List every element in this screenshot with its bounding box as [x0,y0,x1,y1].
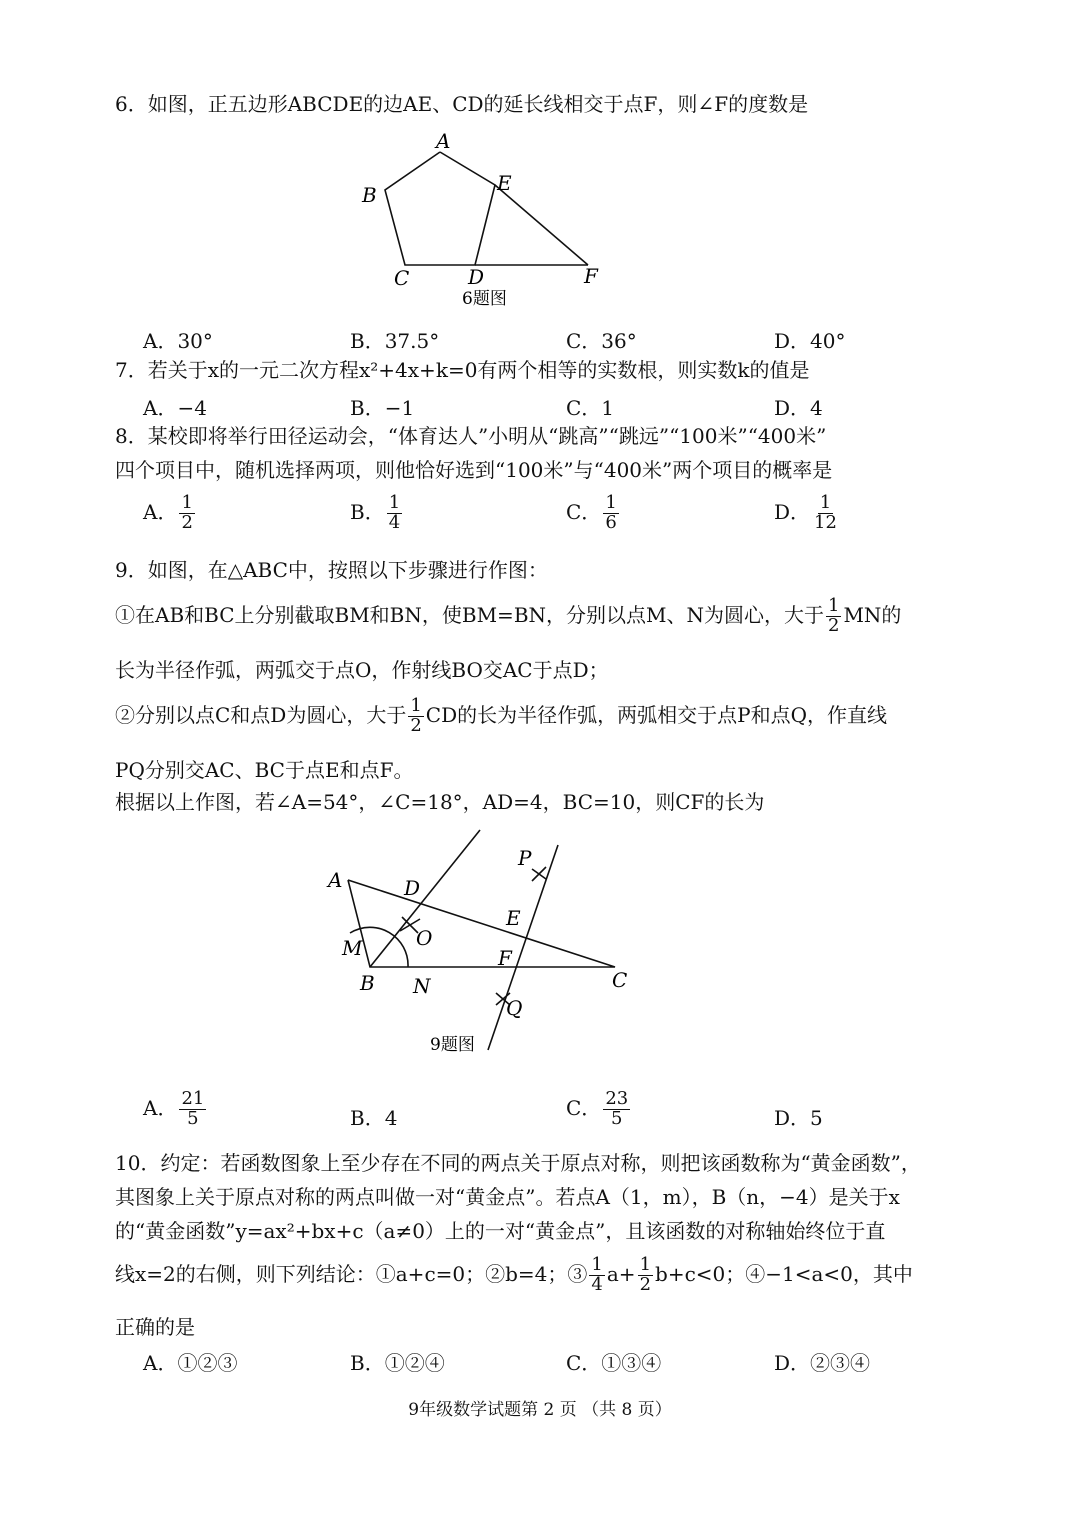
q9-option-c[interactable]: C． $\frac{23}{5}$ [566,1088,629,1129]
q10-line1: 10．约定：若函数图象上至少存在不同的两点关于原点对称，则把该函数称为“黄金函数”， [115,1151,921,1175]
q9-label-d: D [404,876,421,900]
q9-step1-line2: 长为半径作弧，两弧交于点O，作射线BO交AC于点D； [115,658,609,682]
q9-label-q: Q [506,996,523,1020]
fraction: $\frac{23}{5}$ [605,1088,629,1129]
q7-option-b[interactable]: B．−1 [350,396,415,420]
pentagon-edges [385,152,495,265]
q9-option-d[interactable]: D．5 [774,1106,823,1130]
q9-condition: 根据以上作图，若∠A=54°，∠C=18°，AD=4，BC=10，则CF的长为 [115,790,765,814]
q9-option-b[interactable]: B．4 [350,1106,398,1130]
q8-option-d[interactable]: D． $\frac{1}{12}$ [774,492,837,533]
q9-step2-line2: PQ分别交AC、BC于点E和点F。 [115,758,414,782]
q7-option-d[interactable]: D．4 [774,396,823,420]
q8-stem-line2: 四个项目中，随机选择两项，则他恰好选到“100米”与“400米”两个项目的概率是 [115,458,833,482]
q6-option-a[interactable]: A．30° [143,329,213,353]
q10-line4: 线x=2的右侧，则下列结论：①a+c=0；②b=4；③ $\frac{1}{4}$ a+ $\frac{1}{2}$ b+c<0；④−1<a<0，其中 [115,1254,913,1295]
q6-label-a: A [436,130,451,153]
q7-stem: 7．若关于x的一元二次方程x²+4x+k=0有两个相等的实数根，则实数k的值是 [115,358,810,382]
fraction: $\frac{1}{2}$ [181,492,193,533]
q8-option-b[interactable]: B． $\frac{1}{4}$ [350,492,401,533]
arc-p-2 [532,867,546,881]
q8-option-a[interactable]: A． $\frac{1}{2}$ [143,492,193,533]
q10-option-c[interactable]: C．①③④ [566,1351,662,1375]
fraction: $\frac{1}{4}$ [388,492,401,533]
q9-step1-line1: ①在AB和BC上分别截取BM和BN，使BM=BN，分别以点M、N为圆心，大于 $\frac{1}{2}$ MN的 [115,595,902,636]
q6-label-d: D [468,265,485,289]
q6-option-c[interactable]: C．36° [566,329,637,353]
q6-figure-pentagon [340,130,640,315]
q9-stem: 9．如图，在△ABC中，按照以下步骤进行作图： [115,558,548,582]
line-ef [495,185,588,265]
fraction: $\frac{1}{6}$ [605,492,617,533]
q6-label-f: F [584,264,598,288]
page-footer: 9年级数学试题第 2 页 （共 8 页） [408,1400,672,1420]
q9-label-c: C [612,968,628,992]
q6-label-c: C [394,266,410,290]
q6-caption: 6题图 [462,289,507,309]
q8-option-c[interactable]: C． $\frac{1}{6}$ [566,492,617,533]
q9-label-e: E [506,906,521,930]
q6-label-b: B [362,183,377,207]
q9-option-a[interactable]: A． $\frac{21}{5}$ [143,1088,205,1129]
q9-label-a: A [328,868,343,892]
q10-option-d[interactable]: D．②③④ [774,1351,871,1375]
q10-line3: 的“黄金函数”y=ax²+bx+c（a≠0）上的一对“黄金点”，且该函数的对称轴始终位于直 [115,1219,886,1243]
triangle-abc [348,880,615,967]
fraction: $\frac{21}{5}$ [181,1088,205,1129]
q7-option-a[interactable]: A．−4 [143,396,207,420]
q10-option-b[interactable]: B．①②④ [350,1351,445,1375]
q9-label-b: B [360,971,375,995]
q10-line2: 其图象上关于原点对称的两点叫做一对“黄金点”。若点A（1，m），B（n，−4）是关于x [115,1185,900,1209]
q9-label-m: M [342,936,363,960]
q8-stem-line1: 8．某校即将举行田径运动会，“体育达人”小明从“跳高”“跳远”“100米”“400米” [115,424,827,448]
q7-option-c[interactable]: C．1 [566,396,615,420]
q6-label-e: E [497,171,512,195]
fraction: $\frac{1}{12}$ [814,492,837,533]
q10-line5: 正确的是 [115,1315,195,1339]
q6-stem: 6．如图，正五边形ABCDE的边AE、CD的延长线相交于点F，则∠F的度数是 [115,92,809,116]
q9-label-n: N [413,974,431,998]
q9-step2-line1: ②分别以点C和点D为圆心，大于 $\frac{1}{2}$ CD的长为半径作弧，两弧相交于点P和点Q，作直线 [115,695,887,736]
q6-option-d[interactable]: D．40° [774,329,846,353]
q9-label-f: F [498,946,512,970]
q9-caption: 9题图 [430,1035,475,1055]
q9-figure-triangle [320,825,660,1060]
q9-label-o: O [416,926,433,950]
q6-option-b[interactable]: B．37.5° [350,329,440,353]
q10-option-a[interactable]: A．①②③ [143,1351,238,1375]
q9-label-p: P [518,846,532,870]
